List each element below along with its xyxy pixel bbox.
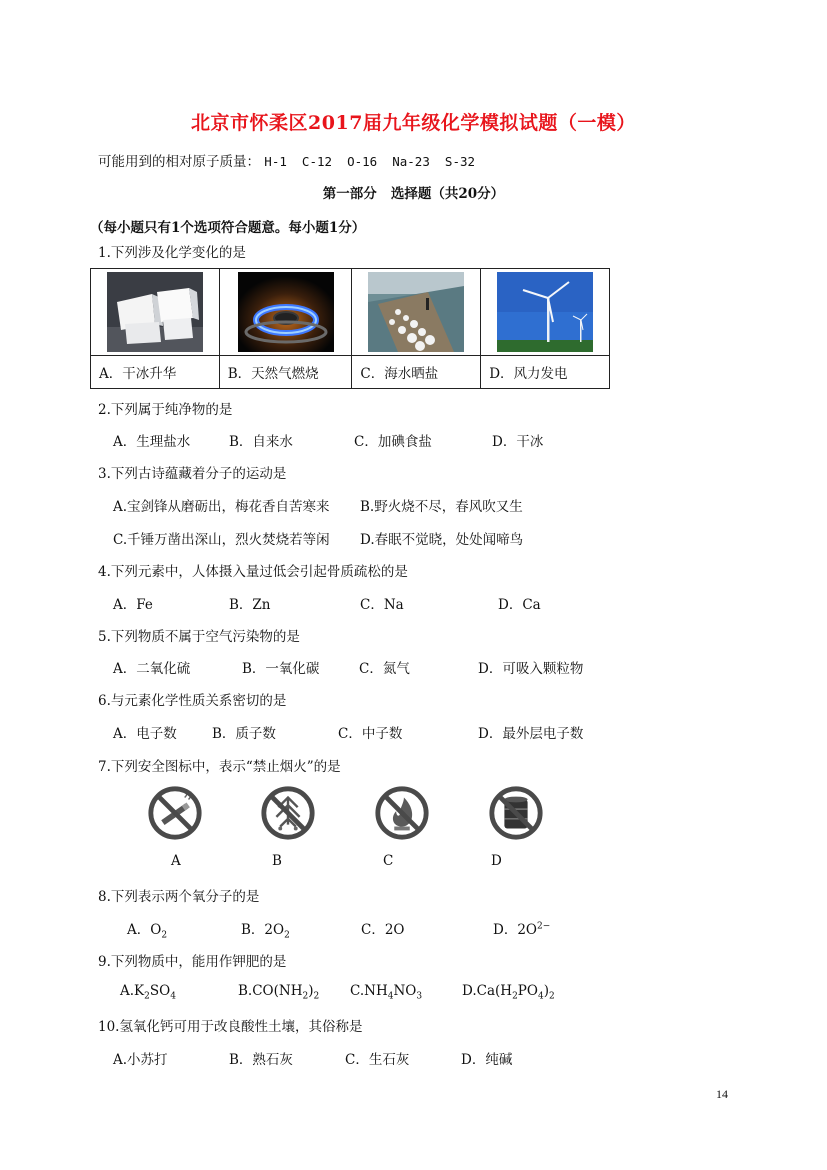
q4-option-d: D．Ca bbox=[498, 597, 541, 613]
q8-option-a: A．$O_2$ bbox=[127, 922, 168, 941]
question-3-stem: 3.下列古诗蕴藏着分子的运动是 bbox=[98, 466, 287, 482]
q1-option-a: A．干冰升华 bbox=[91, 356, 220, 389]
q9-option-a: $A.K_2SO_4$ bbox=[120, 983, 176, 1002]
q9-option-d: $D.Ca(H_2PO_4)_2$ bbox=[462, 983, 555, 1002]
q10-option-a: A.小苏打 bbox=[113, 1052, 168, 1068]
q7-label-b: B bbox=[272, 853, 282, 869]
q5-option-c: C．氮气 bbox=[359, 661, 410, 677]
q6-option-c: C．中子数 bbox=[338, 726, 403, 742]
q10-option-b: B．熟石灰 bbox=[229, 1052, 293, 1068]
no-flammable-storage-sign-icon bbox=[487, 784, 545, 842]
q1-option-c: C．海水晒盐 bbox=[352, 356, 481, 389]
q3-option-a: A.宝剑锋从磨砺出，梅花香自苦寒来 bbox=[113, 499, 330, 515]
q2-option-c: C．加碘食盐 bbox=[354, 434, 432, 450]
q2-option-d: D．干冰 bbox=[492, 434, 544, 450]
q4-option-a: A．Fe bbox=[113, 597, 153, 613]
q7-label-a: A bbox=[171, 853, 181, 869]
question-1-stem: 1.下列涉及化学变化的是 bbox=[98, 245, 246, 261]
q4-option-c: C．Na bbox=[360, 597, 404, 613]
q4-option-b: B．Zn bbox=[229, 597, 271, 613]
question-5-stem: 5.下列物质不属于空气污染物的是 bbox=[98, 629, 300, 645]
option-d-image-cell bbox=[481, 269, 610, 356]
question-9-stem: 9.下列物质中，能用作钾肥的是 bbox=[98, 954, 287, 970]
atomic-mass-values: H-1 C-12 O-16 Na-23 S-32 bbox=[264, 154, 476, 169]
q5-option-d: D．可吸入颗粒物 bbox=[478, 661, 584, 677]
no-fireworks-sign-icon bbox=[259, 784, 317, 842]
question-10-stem: 10.氢氧化钙可用于改良酸性土壤，其俗称是 bbox=[98, 1019, 363, 1035]
wind-turbine-photo-icon bbox=[497, 272, 593, 352]
question-2-stem: 2.下列属于纯净物的是 bbox=[98, 402, 233, 418]
q2-option-a: A．生理盐水 bbox=[113, 434, 191, 450]
question-7-stem: 7.下列安全图标中，表示“禁止烟火”的是 bbox=[98, 759, 341, 775]
page-number: 14 bbox=[716, 1087, 728, 1101]
q10-option-c: C．生石灰 bbox=[345, 1052, 410, 1068]
q8-option-d: D．$2O^{2-}$ bbox=[493, 921, 551, 938]
q1-option-d: D．风力发电 bbox=[481, 356, 610, 389]
page-title: 北京市怀柔区2017届九年级化学模拟试题（一模） bbox=[191, 112, 636, 134]
no-open-flame-sign-icon bbox=[373, 784, 431, 842]
q3-option-d: D.春眠不觉晓，处处闻啼鸟 bbox=[360, 532, 524, 548]
option-b-image-cell bbox=[219, 269, 352, 356]
question-8-stem: 8.下列表示两个氧分子的是 bbox=[98, 889, 260, 905]
q2-option-b: B．自来水 bbox=[229, 434, 293, 450]
atomic-mass-label: 可能用到的相对原子质量： bbox=[98, 154, 260, 170]
question-6-stem: 6.与元素化学性质关系密切的是 bbox=[98, 693, 287, 709]
q6-option-d: D．最外层电子数 bbox=[478, 726, 584, 742]
question-1-image-table bbox=[90, 268, 610, 389]
no-smoking-sign-icon bbox=[146, 784, 204, 842]
q5-option-a: A．二氧化硫 bbox=[113, 661, 191, 677]
q3-option-b: B.野火烧不尽，春风吹又生 bbox=[360, 499, 523, 515]
q6-option-a: A．电子数 bbox=[113, 726, 177, 742]
q7-label-d: D bbox=[491, 853, 502, 869]
q3-option-c: C.千锤万凿出深山，烈火焚烧若等闲 bbox=[113, 532, 330, 548]
q10-option-d: D．纯碱 bbox=[461, 1052, 513, 1068]
instructions: （每小题只有1个选项符合题意。每小题1分） bbox=[90, 220, 366, 236]
option-a-image-cell bbox=[91, 269, 220, 356]
q1-option-b: B．天然气燃烧 bbox=[219, 356, 352, 389]
gas-stove-flame-photo-icon bbox=[238, 272, 334, 352]
q8-option-c: C．2O bbox=[361, 922, 405, 938]
q8-option-b: B．$2O_2$ bbox=[241, 922, 290, 941]
q9-option-b: $B.CO(NH_2)_2$ bbox=[238, 983, 320, 1002]
part1-heading: 第一部分 选择题（共20分） bbox=[322, 186, 505, 202]
q6-option-b: B．质子数 bbox=[212, 726, 276, 742]
question-4-stem: 4.下列元素中，人体摄入量过低会引起骨质疏松的是 bbox=[98, 564, 408, 580]
q9-option-c: $C.NH_4NO_3$ bbox=[350, 983, 423, 1002]
q7-label-c: C bbox=[383, 853, 394, 869]
option-c-image-cell bbox=[352, 269, 481, 356]
sea-salt-drying-photo-icon bbox=[368, 272, 464, 352]
atomic-mass-line bbox=[98, 150, 475, 170]
q5-option-b: B．一氧化碳 bbox=[242, 661, 320, 677]
dry-ice-blocks-photo-icon bbox=[107, 272, 203, 352]
